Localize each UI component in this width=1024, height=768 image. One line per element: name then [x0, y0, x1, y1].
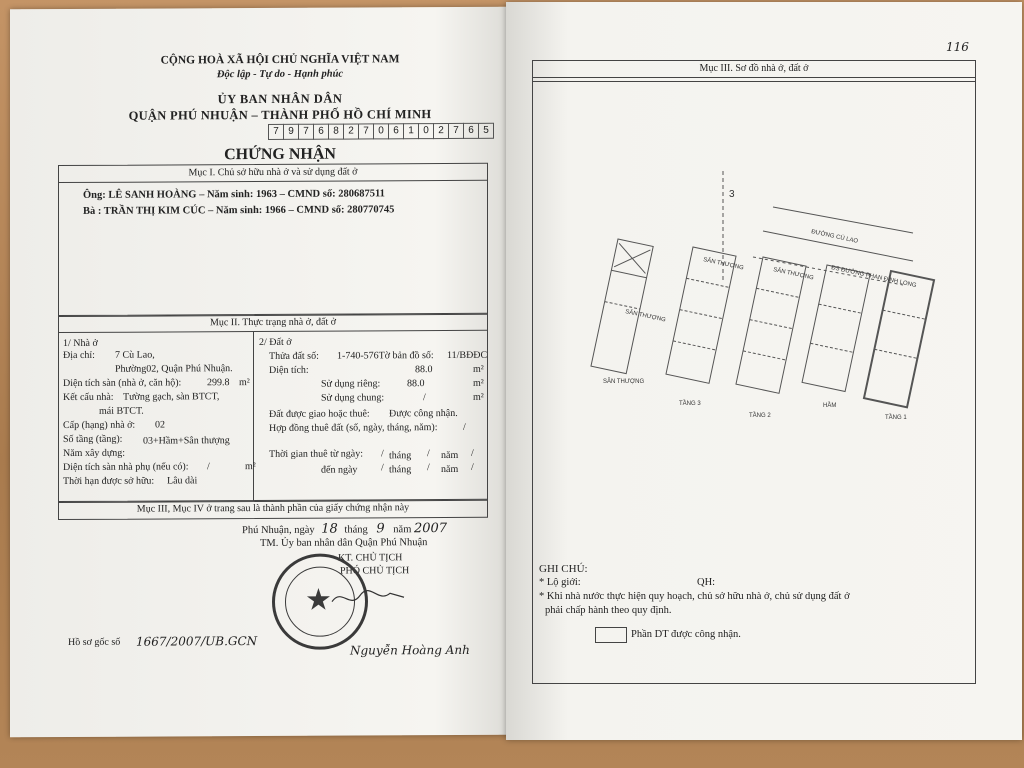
note-road-boundary: * Lộ giới: — [539, 577, 581, 588]
private-use-label: Sử dụng riêng: — [321, 378, 381, 390]
label-basement: HẦM — [823, 403, 837, 409]
note-road-boundary-qh: QH: — [697, 577, 716, 588]
certificate-left-page — [10, 7, 510, 738]
section-note: Mục III, Mục IV ở trang sau là thành phần của giấy chứng nhận này — [136, 502, 410, 515]
label-floor-3: TẦNG 3 — [679, 401, 701, 407]
house-heading: 1/ Nhà ở — [63, 337, 98, 350]
shared-use-value: / — [423, 392, 426, 404]
district-title: QUẬN PHÚ NHUẬN – THÀNH PHỐ HỒ CHÍ MINH — [128, 107, 432, 123]
floors-label: Số tầng (tầng): — [63, 433, 123, 446]
sign-role-1: KT. CHỦ TỊCH — [338, 552, 403, 564]
page-number: 116 — [946, 40, 969, 54]
lease-from-label: Thời gian thuê từ ngày: — [269, 448, 364, 460]
certificate-right-page — [506, 2, 1022, 740]
star-emblem-icon: ★ — [305, 583, 332, 617]
structure-value: Tường gạch, sàn BTCT, — [123, 391, 220, 403]
shared-use-unit: m² — [473, 391, 484, 403]
national-motto: Độc lập - Tự do - Hạnh phúc — [216, 68, 344, 81]
sign-date: Phú Nhuận, ngày 18 tháng 9 năm 2007 — [242, 521, 448, 537]
structure-label: Kết cấu nhà: — [63, 391, 114, 404]
year-built-label: Năm xây dựng: — [63, 447, 126, 460]
signer-name: Nguyễn Hoàng Anh — [350, 642, 470, 658]
land-assign-label: Đất được giao hoặc thuê: — [269, 408, 370, 420]
land-area-label: Diện tích: — [269, 364, 309, 376]
inner-label-rooftop: SÂN THƯỢNG — [624, 309, 667, 324]
national-title: CỘNG HOÀ XÃ HỘI CHỦ NGHĨA VIỆT NAM — [160, 53, 400, 67]
section-note-bar — [58, 499, 488, 520]
sign-role-2: PHÓ CHỦ TỊCH — [340, 565, 410, 577]
land-area-value: 88.0 — [415, 364, 433, 376]
private-use-value: 88.0 — [407, 378, 425, 390]
land-heading: 2/ Đất ở — [259, 336, 292, 349]
serial-number: 7 9 7 6 8 2 7 0 6 1 0 2 7 6 5 — [268, 123, 494, 140]
section-owners — [58, 163, 488, 317]
aux-area-unit: m² — [245, 461, 256, 473]
label-rooftop: SÂN THƯỢNG — [603, 379, 645, 385]
floor-area-value: 299.8 — [207, 377, 230, 389]
floor-plan-diagram — [573, 161, 953, 441]
grade-label: Cấp (hạng) nhà ở: — [63, 419, 136, 432]
street-label-2: ĐS ĐƯỜNG PHAN ĐÌNH LONG — [830, 265, 917, 290]
map-sheet-value: 11/BĐĐC — [447, 349, 488, 362]
aux-area-label: Diện tích sàn nhà phụ (nếu có): — [63, 461, 189, 474]
column-divider — [253, 332, 254, 501]
legend-label: Phần DT được công nhận. — [631, 629, 741, 640]
address-value: 7 Cù Lao, — [115, 349, 155, 361]
notes-title: GHI CHÚ: — [539, 563, 588, 575]
committee-title: ỦY BAN NHÂN DÂN — [217, 91, 343, 107]
address-value-2: Phường02, Quận Phú Nhuận. — [115, 363, 233, 375]
plot-value: 1-740-576Tờ bản đồ số: — [337, 350, 434, 362]
section-status: Mục II. Thực trạng nhà ở, đất ở 1/ Nhà ở Địa chỉ: 7 Cù Lao, Phường02, Quận Phú Nhuận. Diện tích sàn (nhà ở, căn hộ): 299.8 m² Kết cấu nhà: Tường gạch, sàn BTCT, mái BTCT. Cấp (hạng) nhà ở: 02 Số tầng (tầng): 03+Hầm+Sân thượng Năm xây dựng: Diện tích sàn nhà phụ (nếu có): / m² Thời hạn được sở hữu: Lâu dài 2/ Đất ở Thửa đất số: 1-740-576Tờ bản đồ số: 11/BĐĐC Diện tích: 88.0 m² Sử dụng riêng: 88.0 m² Sử dụng chung: / m² Đất được giao hoặc thuê: Được công nhận. Hợp đồng thuê đất (số, ngày, tháng, năm): / Thời gian thuê từ ngày: / tháng / năm / đến ngày / tháng / năm / — [58, 313, 488, 503]
address-label: Địa chỉ: — [63, 349, 95, 362]
record-label: Hồ sơ gốc số — [68, 636, 121, 649]
land-assign-value: Được công nhận. — [389, 407, 458, 420]
floors-value: 03+Hầm+Sân thượng — [143, 435, 230, 447]
lease-to-label: đến ngày — [321, 464, 358, 476]
label-floor-2: TẦNG 2 — [749, 413, 771, 419]
inner-label-floor-3: SÂN THƯỢNG — [702, 257, 745, 272]
private-use-unit: m² — [473, 377, 484, 389]
ownership-term-label: Thời hạn được sở hữu: — [63, 475, 155, 488]
inner-label-floor-2: SÂN THƯỢNG — [772, 267, 815, 282]
grade-value: 02 — [155, 419, 165, 431]
section-owners-title: Mục I. Chủ sở hữu nhà ở và sử dụng đất ở — [59, 164, 487, 183]
axis-mark: 3 — [729, 189, 735, 200]
floor-area-unit: m² — [239, 377, 250, 389]
signature-scribble — [328, 583, 408, 613]
floor-area-label: Diện tích sàn (nhà ở, căn hộ): — [63, 377, 182, 390]
note-planning-2: phải chấp hành theo quy định. — [545, 605, 672, 616]
lease-contract-label: Hợp đồng thuê đất (số, ngày, tháng, năm): — [269, 422, 438, 434]
section-diagram-title: Mục III. Sơ đồ nhà ở, đất ở — [533, 61, 975, 78]
owner-1: Ông: LÊ SANH HOÀNG – Năm sinh: 1963 – CMND số: 280687511 — [83, 188, 385, 201]
aux-area-value: / — [207, 461, 210, 473]
land-area-unit: m² — [473, 363, 484, 375]
sign-org: TM. Ủy ban nhân dân Quận Phú Nhuận — [260, 537, 428, 549]
record-value: 1667/2007/UB.GCN — [136, 634, 258, 649]
label-floor-1: TẦNG 1 — [885, 415, 907, 421]
lease-contract-value: / — [463, 421, 466, 433]
certificate-title: CHỨNG NHẬN — [224, 145, 336, 164]
plot-label: Thửa đất số: — [269, 350, 319, 362]
section-diagram — [532, 60, 976, 684]
section-status-title: Mục II. Thực trạng nhà ở, đất ở — [59, 314, 487, 333]
legend-swatch — [595, 627, 627, 643]
shared-use-label: Sử dụng chung: — [321, 392, 385, 404]
owner-2: Bà : TRẦN THỊ KIM CÚC – Năm sinh: 1966 – CMND số: 280770745 — [83, 204, 395, 217]
structure-value-2: mái BTCT. — [99, 405, 144, 417]
street-label-1: ĐƯỜNG CÙ LAO — [810, 229, 859, 245]
ownership-term-value: Lâu dài — [167, 475, 198, 487]
note-planning: * Khi nhà nước thực hiện quy hoạch, chủ sở hữu nhà ở, chủ sử dụng đất ở — [539, 591, 850, 602]
